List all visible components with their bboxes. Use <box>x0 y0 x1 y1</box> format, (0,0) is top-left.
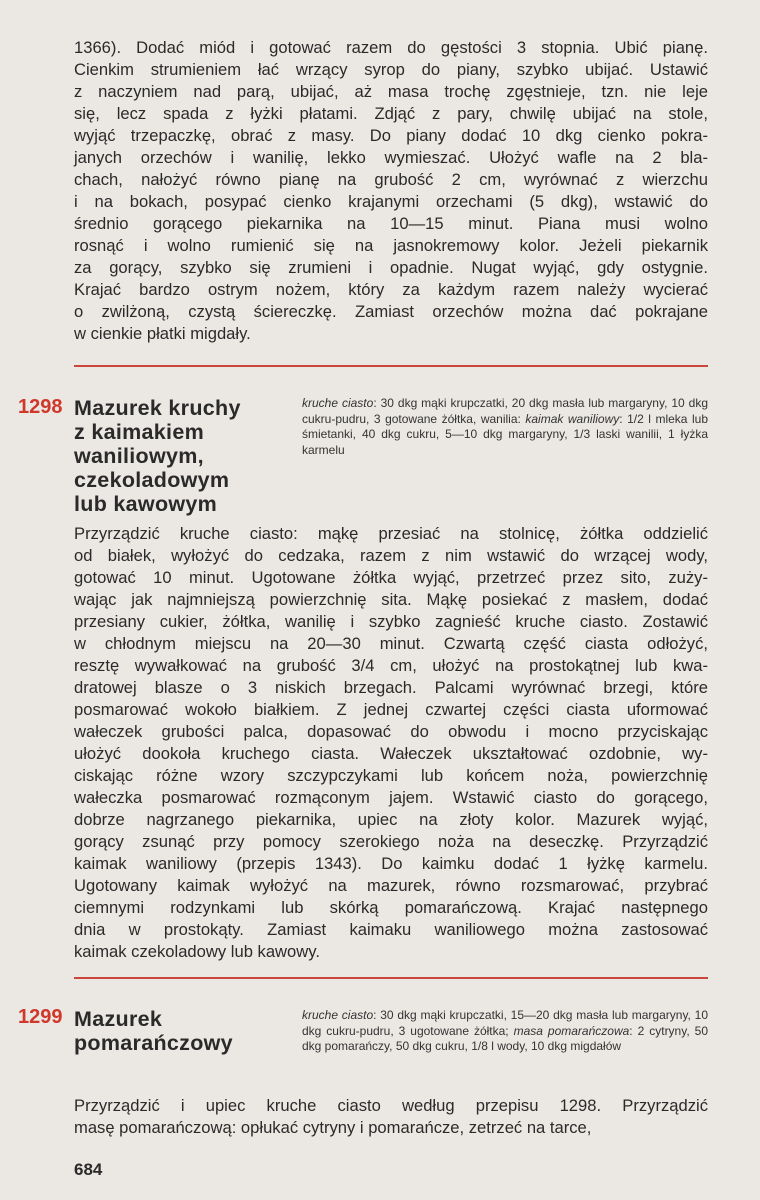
ingredient-list: : 30 dkg mąki krupczatki, 20 dkg masła lub margaryny, 10 dkg cukru-pudru, 3 gotowane żółtka, wanilia: <box>302 396 708 426</box>
recipe-ingredients <box>302 1008 708 1055</box>
ingredient-list: : 1/2 l mleka lub śmietanki, 40 dkg cukru, 5—10 dkg margaryny, 1/3 laski wanilii, 1 łyżka karmelu <box>302 411 708 457</box>
text-line: 1366). Dodać miód i gotować razem do gęstości 3 stopnia. Ubić pianę. <box>74 38 708 57</box>
text-line: chach, nałożyć równo pianę na grubość 2 cm, wyrównać z wierzchu <box>74 170 708 189</box>
text-line: rosnąć i wolno rumienić się na jasnokremowy kolor. Jeżeli piekarnik <box>74 236 708 255</box>
ingredient-list: : 2 cytryny, 50 dkg pomarańczy, 50 dkg cukru, 1/8 l wody, 10 dkg migdałów <box>302 1023 708 1053</box>
text-line: wając jak najmniejszą powierzchnię sita. Mąkę posiekać z masłem, dodać <box>74 590 708 609</box>
recipe-number: 1298 <box>18 396 63 418</box>
text-line: Krajać bardzo ostrym nożem, który za każdym razem należy wycierać <box>74 280 708 299</box>
recipe-title-line: czekoladowym <box>74 468 230 492</box>
top-paragraph <box>74 37 708 345</box>
recipe-title <box>74 396 241 516</box>
text-line: Przyrządzić kruche ciasto: mąkę przesiać na stolnicę, żółtka oddzielić <box>74 524 708 543</box>
text-line: ciemnymi rodzynkami lub skórką pomarańczową. Krajać następnego <box>74 898 708 917</box>
section-divider <box>74 977 708 979</box>
ingredient-group-label: kaimak waniliowy <box>525 411 620 426</box>
recipe-title-line: z kaimakiem <box>74 420 204 444</box>
text-line: gorący zsunąć przy pomocy szerokiego noża na deseczkę. Przyrządzić <box>74 832 708 851</box>
ingredient-list: : 30 dkg mąki krupczatki, 15—20 dkg masła lub margaryny, 10 dkg cukru-pudru, 3 ugotowane żółtka; <box>302 1008 708 1038</box>
text-line: kaimak czekoladowy lub kawowy. <box>74 942 320 961</box>
text-line: gotować 10 minut. Ugotowane żółtka wyjąć, przetrzeć przez sito, zuży- <box>74 568 708 587</box>
text-line: Przyrządzić i upiec kruche ciasto według przepisu 1298. Przyrządzić <box>74 1096 708 1115</box>
text-line: dratowej blasze o 3 niskich brzegach. Palcami wyrównać brzegi, które <box>74 678 708 697</box>
text-line: z naczyniem nad parą, ubijać, aż masa trochę zgęstnieje, tzn. nie leje <box>74 82 708 101</box>
text-line: ciskając różne wzory szczypczykami lub końcem noża, powierzchnię <box>74 766 708 785</box>
recipe-title-line: Mazurek kruchy <box>74 396 241 420</box>
text-line: przesiany cukier, żółtka, wanilię i szybko zagnieść kruche ciasto. Zostawić <box>74 612 708 631</box>
text-line: i na bokach, posypać cienko krajanymi orzechami (5 dkg), wstawić do <box>74 192 708 211</box>
recipe-body <box>74 1095 708 1139</box>
text-line: Cienkim strumieniem łać wrzący syrop do piany, szybko ubijać. Ustawić <box>74 60 708 79</box>
recipe-body <box>74 523 708 963</box>
text-line: o zwilżoną, czystą ściereczkę. Zamiast orzechów można dać pokrajane <box>74 302 708 321</box>
text-line: od białek, wyłożyć do cedzaka, razem z nim wstawić do wrzącej wody, <box>74 546 708 565</box>
recipe-number: 1299 <box>18 1006 63 1028</box>
recipe-ingredients <box>302 396 708 458</box>
text-line: w chłodnym miejscu na 20—30 minut. Czwartą część ciasta odłożyć, <box>74 634 708 653</box>
section-divider <box>74 365 708 367</box>
text-line: się, lecz spada z łyżki płatami. Zdjąć z pary, chwilę ubijać na stole, <box>74 104 708 123</box>
text-line: resztę wywałkować na grubość 3/4 cm, ułożyć na prostokątnej lub kwa- <box>74 656 708 675</box>
text-line: za gorący, szybko się zrumieni i opadnie. Nugat wyjąć, gdy ostygnie. <box>74 258 708 277</box>
text-line: średnio gorącego piekarnika na 10—15 minut. Piana musi wolno <box>74 214 708 233</box>
text-line: kaimak waniliowy (przepis 1343). Do kaimku dodać 1 łyżkę karmelu. <box>74 854 708 873</box>
text-line: posmarować wokoło białkiem. Z jednej czwartej części ciasta uformować <box>74 700 708 719</box>
text-line: w cienkie płatki migdały. <box>74 324 251 343</box>
recipe-title-line: waniliowym, <box>74 444 204 468</box>
ingredient-group-label: kruche ciasto <box>302 396 374 410</box>
recipe-title <box>74 1007 233 1055</box>
recipe-title-line: Mazurek <box>74 1007 163 1031</box>
page-number: 684 <box>74 1160 103 1179</box>
text-line: janych orzechów i wanilię, lekko wymieszać. Ułożyć wafle na 2 bla- <box>74 148 708 167</box>
text-line: masę pomarańczową: opłukać cytryny i pomarańcze, zetrzeć na tarce, <box>74 1118 592 1137</box>
text-line: dobrze nagrzanego piekarnika, upiec na złoty kolor. Mazurek wyjąć, <box>74 810 708 829</box>
text-line: wyjąć trzepaczkę, obrać z masy. Do piany dodać 10 dkg cienko pokra- <box>74 126 708 145</box>
text-line: wałeczka posmarować rozmąconym jajem. Wstawić ciasto do gorącego, <box>74 788 708 807</box>
text-line: ułożyć dookoła kruchego ciasta. Wałeczek ukształtować ozdobnie, wy- <box>74 744 708 763</box>
recipe-title-line: lub kawowym <box>74 492 218 516</box>
recipe-title-line: pomarańczowy <box>74 1031 233 1055</box>
text-line: Ugotowany kaimak wyłożyć na mazurek, równo rozsmarować, przybrać <box>74 876 708 895</box>
ingredient-group-label: kruche ciasto <box>302 1008 374 1022</box>
ingredient-group-label: masa pomarańczowa <box>513 1023 630 1038</box>
text-line: dnia w prostokąty. Zamiast kaimaku waniliowego można zastosować <box>74 920 708 939</box>
text-line: wałeczek grubości palca, dopasować do obwodu i mocno przyciskając <box>74 722 708 741</box>
